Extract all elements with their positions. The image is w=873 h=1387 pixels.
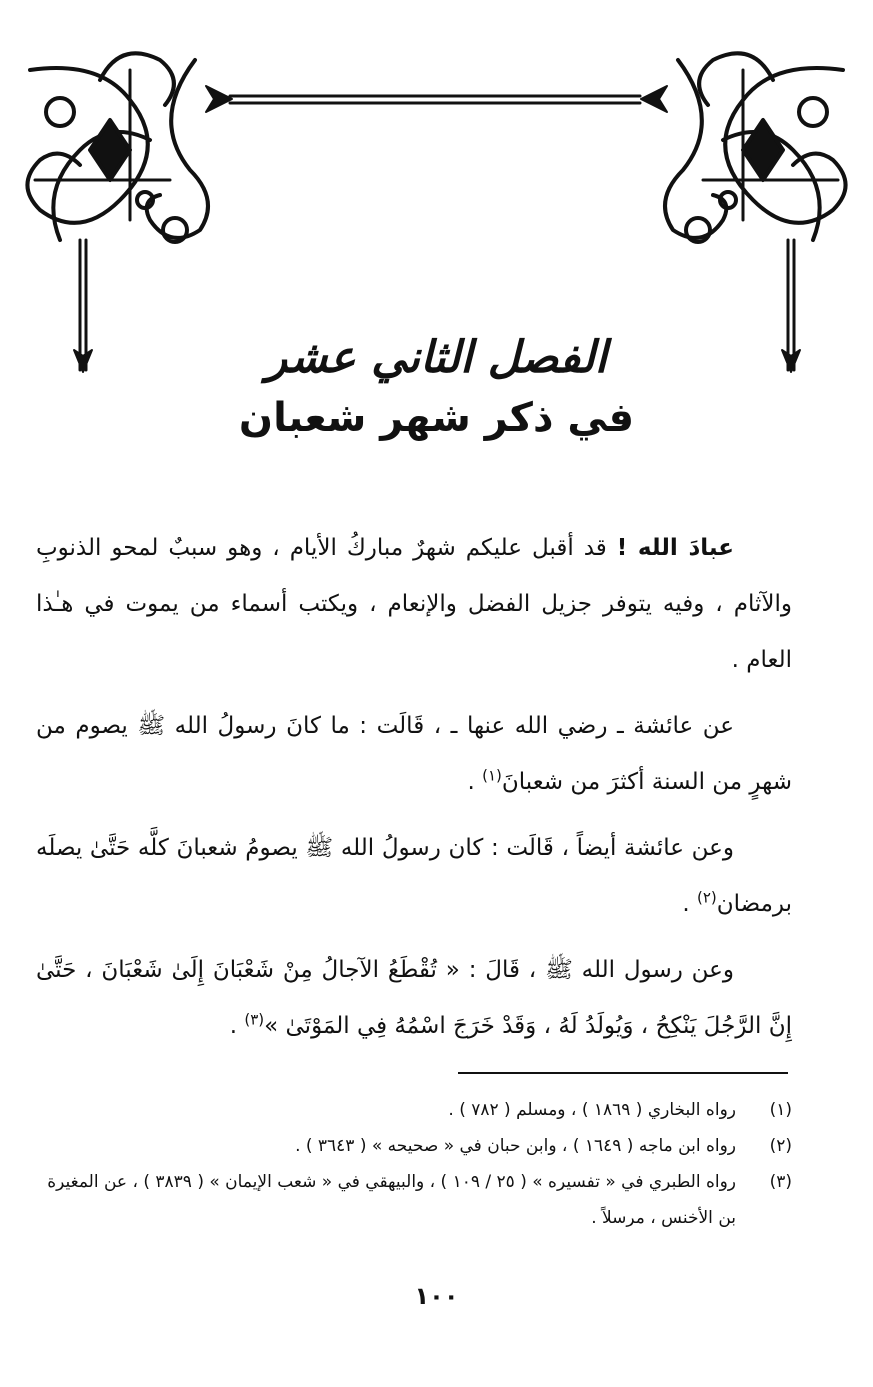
paragraph-2-end: . (467, 769, 483, 795)
chapter-number-label: الفصل الثاني عشر (265, 332, 608, 383)
paragraph-2 (36, 698, 792, 810)
footnote-text: رواه البخاري ( ١٨٦٩ ) ، ومسلم ( ٧٨٢ ) . (448, 1100, 736, 1120)
footnotes (40, 1092, 792, 1236)
footnote-text: رواه الطبري في « تفسيره » ( ٢٥ / ١٠٩ ) ، والبيهقي في « شعب الإيمان » ( ٣٨٣٩ ) ، عن المغيرة بن الأخنس ، مرسلاً . (47, 1172, 736, 1228)
footnote-item (40, 1164, 792, 1236)
footnote-ref-3: (٣) (244, 1010, 265, 1029)
footnote-text: رواه ابن ماجه ( ١٦٤٩ ) ، وابن حبان في « صحيحه » ( ٣٦٤٣ ) . (295, 1136, 736, 1156)
footnote-separator (458, 1072, 788, 1074)
main-text (36, 520, 792, 1064)
paragraph-4-end: . (229, 1013, 245, 1039)
paragraph-4-text: وعن رسول الله ﷺ ، قَالَ : « تُقْطَعُ الآجالُ مِنْ شَعْبَانَ إِلَىٰ شَعْبَانَ ، حَتَّىٰ إِنَّ الرَّجُلَ يَنْكِحُ ، وَيُولَدُ لَهُ ، وَقَدْ خَرَجَ اسْمُهُ فِي المَوْتَىٰ » (36, 957, 792, 1039)
chapter-frame-ornament (0, 0, 873, 380)
paragraph-3-text: وعن عائشة أيضاً ، قَالَت : كان رسولُ الله ﷺ يصومُ شعبانَ كلَّه حَتَّىٰ يصلَه برمضان (36, 835, 792, 917)
footnote-item (40, 1092, 792, 1128)
paragraph-4 (36, 942, 792, 1054)
paragraph-1-lead: عبادَ الله ! (616, 535, 734, 561)
paragraph-1-text: قد أقبل عليكم شهرٌ مباركُ الأيام ، وهو سببٌ لمحو الذنوبِ والآثام ، وفيه يتوفر جزيل الفضل والإنعام ، ويكتب أسماء من يموت في هـٰذا العام . (36, 535, 792, 673)
paragraph-1 (36, 520, 792, 688)
footnote-item (40, 1128, 792, 1164)
footnote-number: (٣) (769, 1172, 792, 1192)
paragraph-2-text: عن عائشة ـ رضي الله عنها ـ ، قَالَت : ما كانَ رسولُ الله ﷺ يصوم من شهرٍ من السنة أكثرَ من شعبانَ (36, 713, 792, 795)
chapter-title: في ذكر شهر شعبان (238, 395, 635, 441)
footnote-number: (٢) (769, 1136, 792, 1156)
page-number: ١٠٠ (414, 1282, 459, 1310)
paragraph-3-end: . (682, 891, 697, 917)
paragraph-3 (36, 820, 792, 932)
footnote-ref-1: (١) (482, 766, 502, 785)
footnote-number: (١) (769, 1100, 792, 1120)
footnote-ref-2: (٢) (696, 888, 717, 907)
